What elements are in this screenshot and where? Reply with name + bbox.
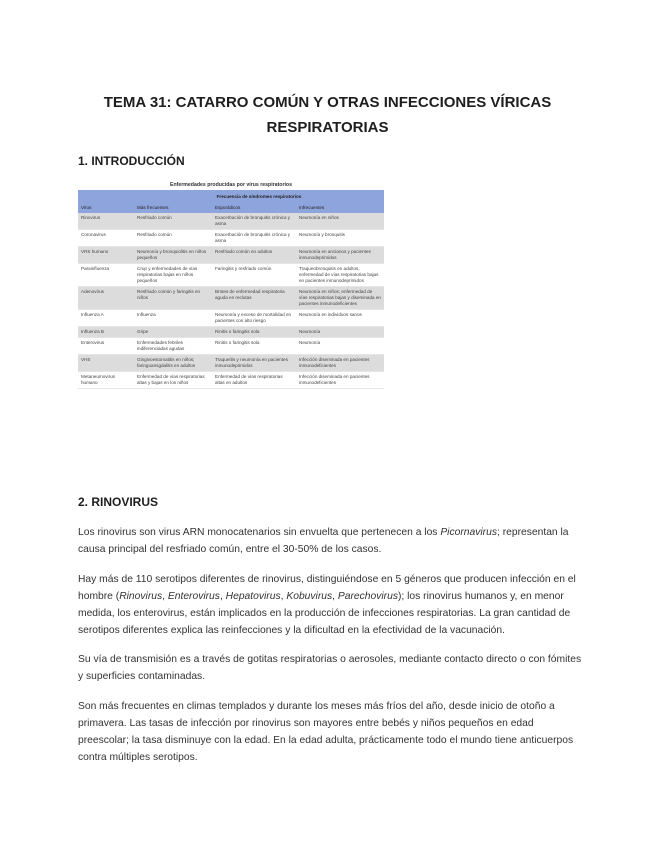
table-cell: Resfriado común en adultos [212, 247, 296, 264]
table-header-esporadicos: Esporádicos [212, 202, 296, 213]
table-cell: Exacerbación de bronquitis crónica y asma [212, 213, 296, 230]
page-title [60, 90, 595, 140]
table-cell: Faringitis y resfriado común [212, 264, 296, 287]
p2-genus-5: Parechovirus [337, 591, 398, 602]
table-row [78, 338, 384, 355]
table-cell: Coronavirus [78, 230, 134, 247]
title-line-2: RESPIRATORIAS [266, 119, 389, 136]
table-cell: Gingivoestomatitis en niños; faringoamigdalitis en adultos [134, 355, 212, 372]
p2-sep-2: , [219, 591, 226, 602]
table-cell: Infección diseminada en pacientes inmunodeficientes [296, 355, 384, 372]
table-cell: Enterovirus [78, 338, 134, 355]
table-cell: Neumonía [296, 327, 384, 338]
p1-text-c: ; representan la causa principal del resfriado común, entre el 30-50% de los casos. [78, 527, 569, 555]
table-header-empty [78, 190, 134, 202]
table-cell: Influenza [134, 310, 212, 327]
table-row [78, 213, 384, 230]
table-cell: VRS humano [78, 247, 134, 264]
table-cell: Rinitis o faringitis sola [212, 327, 296, 338]
p2-sep-1: , [162, 591, 168, 602]
table-cell: Neumonía y bronquitis [296, 230, 384, 247]
table-cell: Exacerbación de bronquitis crónica y asma [212, 230, 296, 247]
table-cell: Resfriado común [134, 230, 212, 247]
table-header-frecuentes: Más frecuentes [134, 202, 212, 213]
table-row [78, 247, 384, 264]
table-row [78, 230, 384, 247]
title-line-1: TEMA 31: CATARRO COMÚN Y OTRAS INFECCIONES VÍRICAS [103, 94, 552, 111]
table-cell: Neumonía y exceso de mortalidad en pacientes con alto riesgo [212, 310, 296, 327]
table-cell: Traqueítis y neumonía en pacientes inmunodeprimidos [212, 355, 296, 372]
p2-text-c: ); los rinovirus humanos y, en menor medida, los enterovirus, están implicados en la producción de infecciones respiratorias. La gran cantidad de serotipos diferentes explica las reinfecciones y la dificultad en la efectividad de la vacunación. [78, 591, 571, 636]
table-cell: Neumonía en individuos sanos [296, 310, 384, 327]
table-row [78, 327, 384, 338]
table-row [78, 372, 384, 389]
table-cell: Traqueobronquitis en adultos, enfermedad de vías respiratorias bajas en pacientes inmunodeprimidos [296, 264, 384, 287]
table-cell: Neumonía en niños [296, 213, 384, 230]
section-heading-rinovirus: 2. RINOVIRUS [78, 495, 159, 509]
paragraph-2 [78, 571, 583, 639]
table-cell: Resfriado común y faringitis en niños [134, 287, 212, 310]
p2-sep-3: , [280, 591, 287, 602]
table-cell: Infección diseminada en pacientes inmunodeficientes [296, 372, 384, 389]
table-cell: Parainfluenza [78, 264, 134, 287]
p2-text-a: Hay más de 110 serotipos diferentes de rinovirus, distinguiéndose en 5 géneros que producen infección en el hombre ( [78, 574, 576, 602]
table [78, 190, 384, 389]
table-cell: Enfermedad de vías respiratorias altas en adultos [212, 372, 296, 389]
table-group-header: Frecuencia de síndromes respiratorios [134, 190, 384, 202]
table-row [78, 264, 384, 287]
paragraph-3: Su vía de transmisión es a través de gotitas respiratorias o aerosoles, mediante contacto directo o con fómites y superficies contaminadas. [78, 654, 582, 682]
table-row [78, 287, 384, 310]
table-caption: Enfermedades producidas por virus respiratorios [170, 182, 292, 188]
virus-table [78, 180, 384, 389]
table-cell: VHS [78, 355, 134, 372]
table-row [78, 310, 384, 327]
table-cell: Adenovirus [78, 287, 134, 310]
table-cell: Rinovirus [78, 213, 134, 230]
p2-genus-2: Enterovirus [167, 591, 220, 602]
section-heading-introduccion: 1. INTRODUCCIÓN [78, 154, 185, 168]
table-cell: Resfriado común [134, 213, 212, 230]
paragraph-1 [78, 524, 583, 558]
table-cell: Enfermedades febriles indiferenciadas agudas [134, 338, 212, 355]
p1-text-a: Los rinovirus son virus ARN monocatenarios sin envuelta que pertenecen a los [78, 527, 441, 538]
p2-sep-4: , [332, 591, 338, 602]
table-cell: Neumonía en niños; enfermedad de vías respiratorias bajas y diseminada en pacientes inmunodeficientes [296, 287, 384, 310]
table-cell: Enfermedad de vías respiratorias altas y bajas en los niños [134, 372, 212, 389]
p2-genus-4: Kobuvirus [286, 591, 333, 602]
table-cell: Metaneumovirus humano [78, 372, 134, 389]
table-cell: Rinitis o faringitis sola [212, 338, 296, 355]
table-cell: Influenza A [78, 310, 134, 327]
table-cell: Influenza B [78, 327, 134, 338]
p2-genus-1: Rinovirus [119, 591, 163, 602]
table-header-virus: Virus [78, 202, 134, 213]
table-cell: Gripe [134, 327, 212, 338]
p1-picornavirus: Picornavirus [440, 527, 497, 538]
table-header-infrecuentes: Infrecuentes [296, 202, 384, 213]
p2-genus-3: Hepatovirus [225, 591, 281, 602]
table-cell: Neumonía [296, 338, 384, 355]
paragraph-4: Son más frecuentes en climas templados y durante los meses más fríos del año, desde inicio de otoño a primavera. Las tasas de infección por rinovirus son mayores entre bebés y niños pequeños en edad preescolar; la tasa disminuye con la edad. En la edad adulta, prácticamente todo el mundo tiene anticuerpos contra múltiples serotipos. [78, 701, 574, 763]
table-cell: Neumonía en ancianos y pacientes inmunodeprimidos [296, 247, 384, 264]
table-row [78, 355, 384, 372]
table-cell: Neumonía y bronquiolitis en niños pequeños [134, 247, 212, 264]
table-cell: Brotes de enfermedad respiratoria aguda en reclutas [212, 287, 296, 310]
table-cell: Crup y enfermedades de vías respiratorias bajas en niños pequeños [134, 264, 212, 287]
